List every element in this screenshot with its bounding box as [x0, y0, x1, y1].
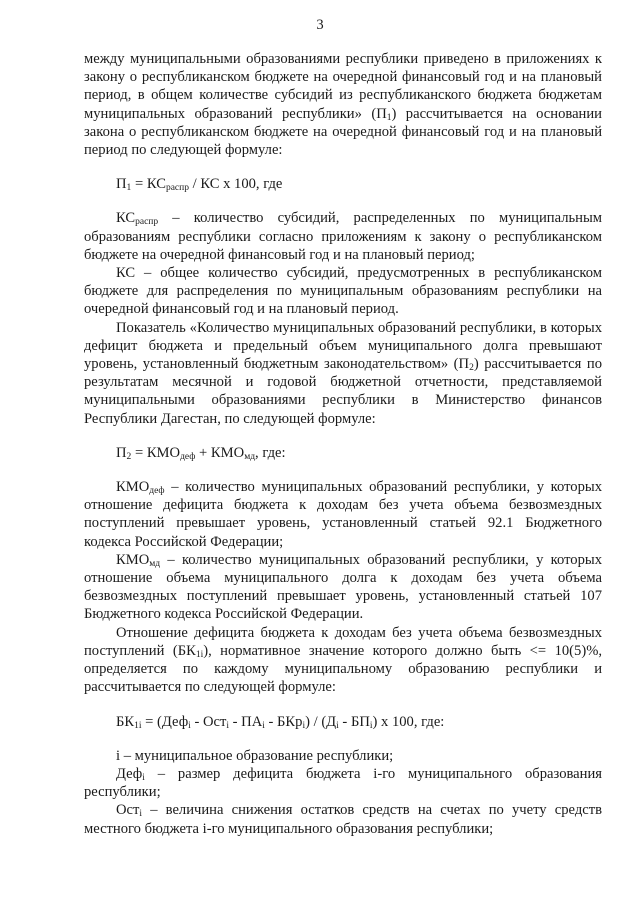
- paragraph-deficit-ratio: Отношение дефицита бюджета к доходам без учета объема безвозмездных поступлений $(БК_{1i})$, нормативное значение которого должно быть <= 10(5)%, определяется по каждому муниципальному образованию республики и рассчитывается по следующей формуле:: [84, 624, 602, 696]
- definition-ks: КС – общее количество субсидий, предусмотренных в республиканском бюджете для распределения по муниципальным образованиям республики на очередной финансовый год и на плановый период.: [84, 265, 602, 318]
- page-number: 3: [316, 17, 324, 33]
- definition-ost-i: Ост$_i$ – величина снижения остатков средств на счетах по учету средств местного бюджета i-го муниципального образования республики;: [84, 802, 602, 837]
- formula-p2: $П_2 = КМО_{деф} + КМО_{мд}$, где:: [116, 444, 286, 462]
- definition-i: i – муниципальное образование республики;: [116, 747, 394, 764]
- definition-ks-raspr: $КС_{распр}$ – количество субсидий, распределенных по муниципальным образованиям республики согласно приложениям к закону о республиканском бюджете на очередной финансовый год и на плановый период;: [84, 210, 602, 263]
- definition-kmo-md: $КМО_{мд}$ – количество муниципальных образований республики, у которых отношение объема муниципального долга к доходам без учета объема безвозмездных поступлений превышает уровень, установленный статьей 107 Бюджетного кодекса Российской Федерации.: [84, 551, 602, 623]
- paragraph-indicator-p2: Показатель «Количество муниципальных образований республики, в которых дефицит бюджета и предельный объем муниципального долга превышают уровень, установленный бюджетным законодательством» $(П_2)$ рассчитывается по результатам месячной и годовой бюджетной отчетности, представляемой муниципальными образованиями республики в Министерство финансов Республики Дагестан, по следующей формуле:: [84, 319, 602, 427]
- document-body: [84, 50, 602, 838]
- definition-def-i: Деф$_i$ – размер дефицита бюджета i-го муниципального образования республики;: [84, 765, 602, 801]
- formula-bk1: $БК_{1i} = (Деф_i - Ост_i - ПА_i - БКр_i) / (Д_i - БП_i)$ х 100, где:: [116, 713, 445, 731]
- definition-kmo-def: $КМО_{деф}$ – количество муниципальных образований республики, у которых отношение дефицита бюджета к доходам без учета объема безвозмездных поступлений превышает уровень, установленный статьей 92.1 Бюджетного кодекса Российской Федерации;: [84, 479, 602, 550]
- formula-p1: $П_1 = КС_{распр}$ / КС х 100, где: [116, 176, 283, 194]
- paragraph-continuation: между муниципальными образованиями республики приведено в приложениях к закону о республиканском бюджете на очередной финансовый год и на плановый период, в общем количестве субсидий из республиканского бюджета бюджетам муниципальных образований республики» $(П_1)$ рассчитывается на основании закона о республиканском бюджете на очередной финансовый год и на плановый период по следующей формуле:: [84, 51, 602, 159]
